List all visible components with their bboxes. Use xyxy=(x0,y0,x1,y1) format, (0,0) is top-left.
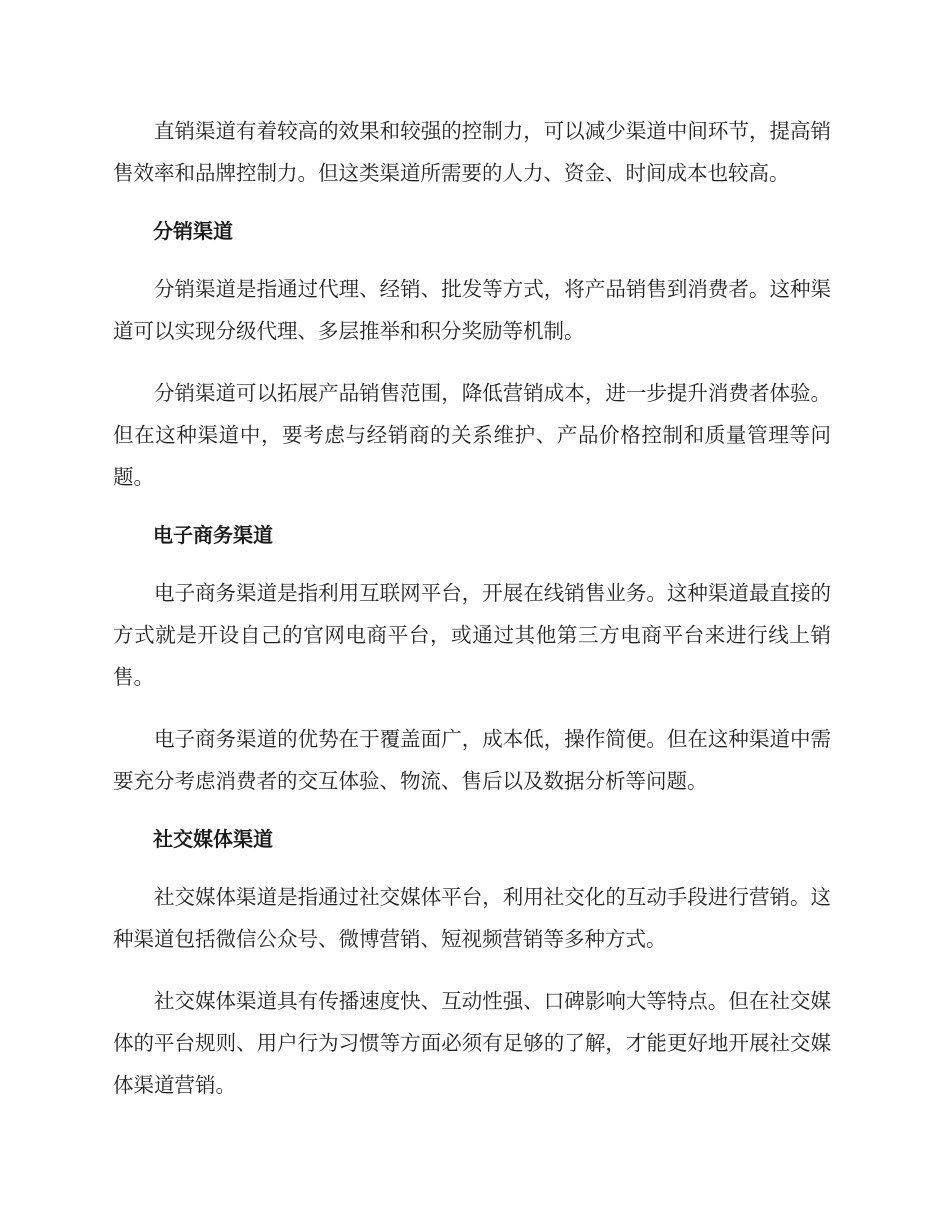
paragraph-ecommerce-pros-cons: 电子商务渠道的优势在于覆盖面广，成本低，操作简便。但在这种渠道中需要充分考虑消费者的交互体验、物流、售后以及数据分析等问题。 xyxy=(113,727,831,793)
paragraph-social-media-definition: 社交媒体渠道是指通过社交媒体平台，利用社交化的互动手段进行营销。这种渠道包括微信公众号、微博营销、短视频营销等多种方式。 xyxy=(113,885,831,951)
paragraph-distribution-pros-cons: 分销渠道可以拓展产品销售范围，降低营销成本，进一步提升消费者体验。但在这种渠道中，要考虑与经销商的关系维护、产品价格控制和质量管理等问题。 xyxy=(113,381,831,489)
heading-ecommerce-channel: 电子商务渠道 xyxy=(153,523,273,547)
paragraph-direct-sales-summary: 直销渠道有着较高的效果和较强的控制力，可以减少渠道中间环节，提高销售效率和品牌控制力。但这类渠道所需要的人力、资金、时间成本也较高。 xyxy=(113,119,831,185)
paragraph-social-media-pros-cons: 社交媒体渠道具有传播速度快、互动性强、口碑影响大等特点。但在社交媒体的平台规则、用户行为习惯等方面必须有足够的了解，才能更好地开展社交媒体渠道营销。 xyxy=(113,989,831,1097)
paragraph-ecommerce-definition: 电子商务渠道是指利用互联网平台，开展在线销售业务。这种渠道最直接的方式就是开设自己的官网电商平台，或通过其他第三方电商平台来进行线上销售。 xyxy=(113,581,831,689)
heading-social-media-channel: 社交媒体渠道 xyxy=(153,827,273,851)
heading-distribution-channel: 分销渠道 xyxy=(153,219,233,243)
document-body xyxy=(113,110,831,1126)
paragraph-distribution-definition: 分销渠道是指通过代理、经销、批发等方式，将产品销售到消费者。这种渠道可以实现分级代理、多层推举和积分奖励等机制。 xyxy=(113,277,831,343)
